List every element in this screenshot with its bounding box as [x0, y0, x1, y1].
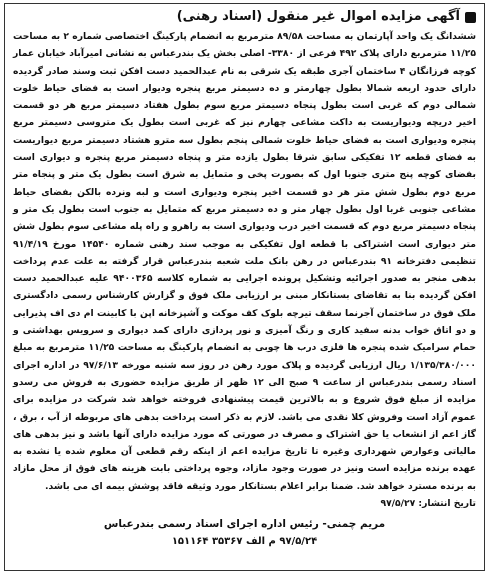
square-bullet-icon — [465, 12, 476, 23]
notice-body: ششدانگ یک واحد آپارتمان به مساحت ۸۹/۵۸ مترمربع به انضمام پارکینگ اختصاصی شماره ۲ به مساحت ۱۱/۲۵ مترمربع دارای پلاک ۴۹۲ فرعی از ۳۳۸۰- اصلی بخش یک بندرعباس به نشانی امیرآباد خیابان عمار کوچه فرزانگان ۴ ساختمان آجری طبقه یک شرقی به نام عبدالحمید دست افکن ثبت وسند صادر گردیده دارای حدود اربعه شمالا بطول چهارمتر و ده دسیمتر مربع پنجره ودیوار است به فضای حیاط خلوت شمالی دوم که غربی است بطول پنجاه دسیمتر مربع سوم بطول هفتاد دسیمتر مربع هر دو قسمت اخیر دریچه ودیواریست به داکت مشاعی چهارم نیز که غربی است بطول یک متروسی دسیمتر مربع پنجره ودیواری است به فضای حیاط خلوت شمالی پنجم بطول سه مترو هشتاد دسیمتر مربع دیواریست به فضای قطعه ۱۲ تفکیکی سابق شرقا بطول یازده متر و پنجاه دسیمتر مربع پنجره و دیواری است بفضای کوچه پنج متری جنوبا اول که بصورت پخی و متمایل به شرق است بطول یک متر و پنجاه متر مربع دوم بطول شش متر هر دو قسمت اخیر پنجره ودیواری است و لبه ونرده بالکن بفضای حیاط مشاعی جنوبی غربا اول بطول چهار متر و ده دسیمتر مربع که متمایل به جنوب است بطول یک متر و پنجاه دسیمتر مربع دوم که قسمت اخیر درب ودیواری است به راهرو و راه پله مشاعی سوم بطول شش متر دیواری است اشتراکی با قطعه اول تفکیکی به موجب سند رهنی شماره ۱۴۵۴۰ مورخ ۹۱/۴/۱۹ تنظیمی دفترخانه ۹۱ بندرعباس در رهن بانک ملت شعبه بندرعباس قرار گرفته به علت عدم پرداخت بدهی منجر به صدور اجرائیه وتشکیل پرونده اجرایی به شماره کلاسه ۹۴۰۰۳۶۵ علیه عبدالحمید دست افکن گردیده بنا به تقاضای بستانکار مبنی بر ارزیابی ملک فوق و گزارش کارشناس رسمی دادگستری ملک فوق در ساختمان آجرنما سقف تیرچه بلوک کف موکت و آشپزخانه اپن با کابینت ام دی اف پذیرایی و دو اتاق خواب بدنه سفید کاری و رنگ آمیزی و نور پردازی دارای کمد دیواری و سرویس بهداشتی و حمام سرامیک شده پنجره ها فلزی درب ها چوبی به انضمام پارکینگ به مساحت ۱۱/۲۵ مترمربع به مبلغ ۱/۱۳۵/۳۸۰/۰۰۰ ریال ارزیابی گردیده و پلاک مورد رهن در روز سه شنبه مورخه ۹۷/۶/۱۳ در اداره اجرای اسناد رسمی بندرعباس از ساعت ۹ صبح الی ۱۲ ظهر از طریق مزایده حضوری به فروش می رسدو مزایده از مبلغ فوق شروع و به بالاترین قیمت پیشنهادی فروخته خواهد شد شرکت در مزایده برای عموم آزاد است وفروش کلا نقدی می باشد. لازم به ذکر است پرداخت بدهی های مربوطه از آب ، برق ، گاز اعم از انشعاب یا حق اشتراک و مصرف در صورتی که مورد مزایده دارای آنها باشد و نیز بدهی های مالیاتی وعوارض شهرداری وغیره تا تاریخ مزایده اعم از اینکه رقم قطعی آن معلوم شده یا نشده به عهده برنده مزایده است ونیز در صورت وجود مازاد، وجوه پرداختی بابت هزینه های فوق از محل مازاد به برنده مسترد خواهد شد. ضمنا برابر اعلام بستانکار مورد وثیقه فاقد پوشش بیمه ای می باشد. — [13, 31, 477, 492]
notice-title: آگهی مزایده اموال غیر منقول (اسناد رهنی) — [176, 9, 460, 24]
auction-notice — [4, 3, 485, 571]
notice-header — [13, 8, 476, 26]
reference-line: ۹۷/۵/۲۴ م الف ۳۵۳۶۷ ۱۵۱۱۶۴ — [171, 536, 318, 548]
signature-line: مریم چمنی- رئیس اداره اجرای اسناد رسمی بندرعباس — [103, 518, 386, 531]
publish-date: تاریخ انتشار: ۹۷/۵/۲۷ — [380, 498, 476, 510]
